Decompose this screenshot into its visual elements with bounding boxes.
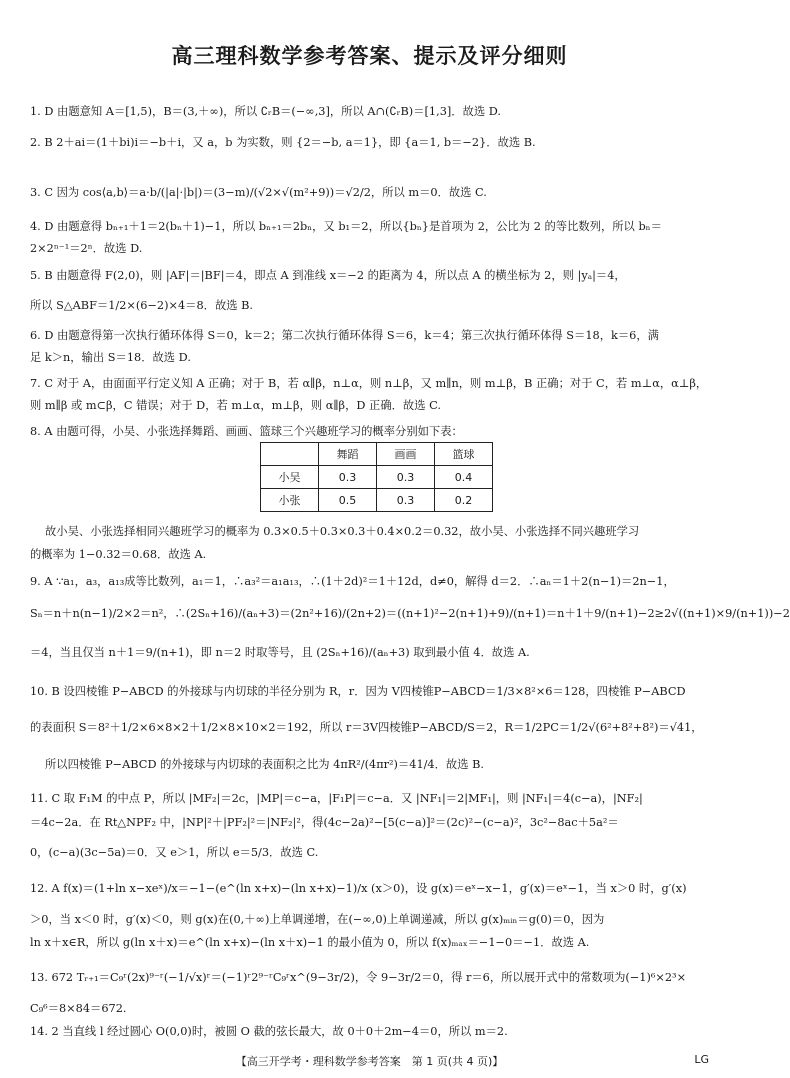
table-cell: 小张 [261, 489, 319, 512]
footer-code: LG [694, 1053, 709, 1066]
answer-line: ＝4c−2a．在 Rt△NPF₂ 中，|NP|²＋|PF₂|²＝|NF₂|²，得(4c−2a)²−[5(c−a)]²＝(2c)²−(c−a)²，3c²−8ac＋5a²＝ [30, 816, 619, 829]
answer-line: 9. A ∵a₁，a₃，a₁₃成等比数列，a₁＝1，∴a₃²＝a₁a₁₃，∴(1＋2d)²＝1＋12d，d≠0，解得 d＝2．∴aₙ＝1＋2(n−1)＝2n−1， [30, 575, 675, 588]
answer-line: ln x＋x∈R，所以 g(ln x＋x)＝e^(ln x+x)−(ln x＋x)−1 的最小值为 0，所以 f(x)ₘₐₓ＝−1−0＝−1．故选 A. [30, 936, 590, 949]
answer-line: 13. 672 Tᵣ₊₁＝C₉ʳ(2x)⁹⁻ʳ(−1/√x)ʳ＝(−1)ʳ2⁹⁻ʳC₉ʳx^(9−3r/2)，令 9−3r/2＝0，得 r＝6，所以展开式中的常数项为(−1)⁶×2³× [30, 971, 687, 984]
answer-line: 则 m∥β 或 m⊂β，C 错误；对于 D，若 m⊥α，m⊥β，则 α∥β，D 正确．故选 C. [30, 399, 441, 412]
answer-line: 12. A f(x)＝(1+ln x−xeˣ)/x＝−1−(e^(ln x+x)−(ln x+x)−1)/x (x＞0)，设 g(x)＝eˣ−x−1，g′(x)＝eˣ−1，当 x＞0 时，g′(x) [30, 882, 687, 895]
table-header-cell: 舞蹈 [319, 443, 377, 466]
table-cell: 0.3 [377, 466, 435, 489]
page-title: 高三理科数学参考答案、提示及评分细则 [171, 44, 568, 68]
table-header-cell: 画画 [377, 443, 435, 466]
answer-line: 14. 2 当直线 l 经过圆心 O(0,0)时，被圆 O 截的弦长最大，故 0＋0＋2m−4＝0，所以 m＝2. [30, 1025, 508, 1038]
table-header-cell: 篮球 [435, 443, 493, 466]
answer-line: 的表面积 S＝8²＋1/2×6×8×2＋1/2×8×10×2＝192，所以 r＝3V四棱锥P−ABCD/S＝2，R＝1/2PC＝1/2√(6²+8²+8²)＝√41， [30, 721, 703, 734]
answer-line: 所以 S△ABF＝1/2×(6−2)×4＝8．故选 B. [30, 299, 254, 312]
answer-line: 5. B 由题意得 F(2,0)，则 |AF|＝|BF|＝4，即点 A 到准线 x＝−2 的距离为 4，所以点 A 的横坐标为 2，则 |yₐ|＝4， [30, 269, 626, 282]
answer-line: 7. C 对于 A，由面面平行定义知 A 正确；对于 B，若 α∥β，n⊥α，则 n⊥β，又 m∥n，则 m⊥β，B 正确；对于 C，若 m⊥α，α⊥β， [30, 377, 708, 390]
answer-line: 2. B 2＋ai＝(1＋bi)i＝−b＋i，又 a，b 为实数，则 {2＝−b, a＝1}，即 {a＝1, b＝−2}．故选 B. [30, 136, 536, 149]
answer-line: 故小吴、小张选择相同兴趣班学习的概率为 0.3×0.5＋0.3×0.3＋0.4×0.2＝0.32，故小吴、小张选择不同兴趣班学习 [45, 525, 640, 538]
answer-line: ＞0，当 x＜0 时，g′(x)＜0，则 g(x)在(0,＋∞)上单调递增，在(−∞,0)上单调递减，所以 g(x)ₘᵢₙ＝g(0)＝0，因为 [30, 913, 605, 926]
answer-line: 4. D 由题意得 bₙ₊₁＋1＝2(bₙ＋1)−1，所以 bₙ₊₁＝2bₙ，又 b₁＝2，所以{bₙ}是首项为 2，公比为 2 的等比数列，所以 bₙ＝ [30, 220, 662, 233]
page-footer: 【高三开学考・理科数学参考答案 第 1 页(共 4 页)】 [235, 1055, 504, 1068]
interest-probability-table [260, 442, 493, 512]
table-header-row [261, 443, 493, 466]
answer-line: 的概率为 1−0.32＝0.68．故选 A. [30, 548, 207, 561]
answer-line: 足 k＞n，输出 S＝18．故选 D. [30, 351, 191, 364]
answer-line: Sₙ＝n＋n(n−1)/2×2＝n²，∴(2Sₙ+16)/(aₙ+3)＝(2n²+16)/(2n+2)＝((n+1)²−2(n+1)+9)/(n+1)＝n＋1＋9/(n+1)−2≥2√((n+1)×9/(n+1))−2 [30, 607, 790, 620]
table-row [261, 466, 493, 489]
table-cell: 0.2 [435, 489, 493, 512]
answer-line: 2×2ⁿ⁻¹＝2ⁿ．故选 D. [30, 242, 143, 255]
answer-line: 1. D 由题意知 A＝[1,5)，B＝(3,＋∞)，所以 ∁ᵣB＝(−∞,3]，所以 A∩(∁ᵣB)＝[1,3]．故选 D. [30, 105, 502, 118]
answer-line: 11. C 取 F₁M 的中点 P，所以 |MF₂|＝2c，|MP|＝c−a，|F₁P|＝c−a．又 |NF₁|＝2|MF₁|，则 |NF₁|＝4(c−a)，|NF₂| [30, 792, 643, 805]
answer-line: 6. D 由题意得第一次执行循环体得 S＝0，k＝2；第二次执行循环体得 S＝6，k＝4；第三次执行循环体得 S＝18，k＝6，满 [30, 329, 659, 342]
table-cell: 0.3 [319, 466, 377, 489]
table-header-cell [261, 443, 319, 466]
answer-line: 3. C 因为 cos⟨a,b⟩＝a·b/(|a|·|b|)＝(3−m)/(√2×√(m²+9))＝√2/2，所以 m＝0．故选 C. [30, 186, 487, 199]
answer-line: 0，(c−a)(3c−5a)＝0．又 e＞1，所以 e＝5/3．故选 C. [30, 846, 319, 859]
answer-line: C₉⁶＝8×84＝672. [30, 1002, 127, 1015]
table-cell: 小吴 [261, 466, 319, 489]
answer-line: 8. A 由题可得，小吴、小张选择舞蹈、画画、篮球三个兴趣班学习的概率分别如下表： [30, 425, 463, 438]
table-cell: 0.4 [435, 466, 493, 489]
answer-line: 所以四棱锥 P−ABCD 的外接球与内切球的表面积之比为 4πR²/(4πr²)＝41/4．故选 B. [45, 758, 484, 771]
table-row [261, 489, 493, 512]
table-cell: 0.5 [319, 489, 377, 512]
table-cell: 0.3 [377, 489, 435, 512]
answer-line: 10. B 设四棱锥 P−ABCD 的外接球与内切球的半径分别为 R，r．因为 V四棱锥P−ABCD＝1/3×8²×6＝128，四棱锥 P−ABCD [30, 685, 686, 698]
answer-line: ＝4，当且仅当 n＋1＝9/(n+1)，即 n＝2 时取等号，且 (2Sₙ+16)/(aₙ+3) 取到最小值 4．故选 A. [30, 646, 530, 659]
